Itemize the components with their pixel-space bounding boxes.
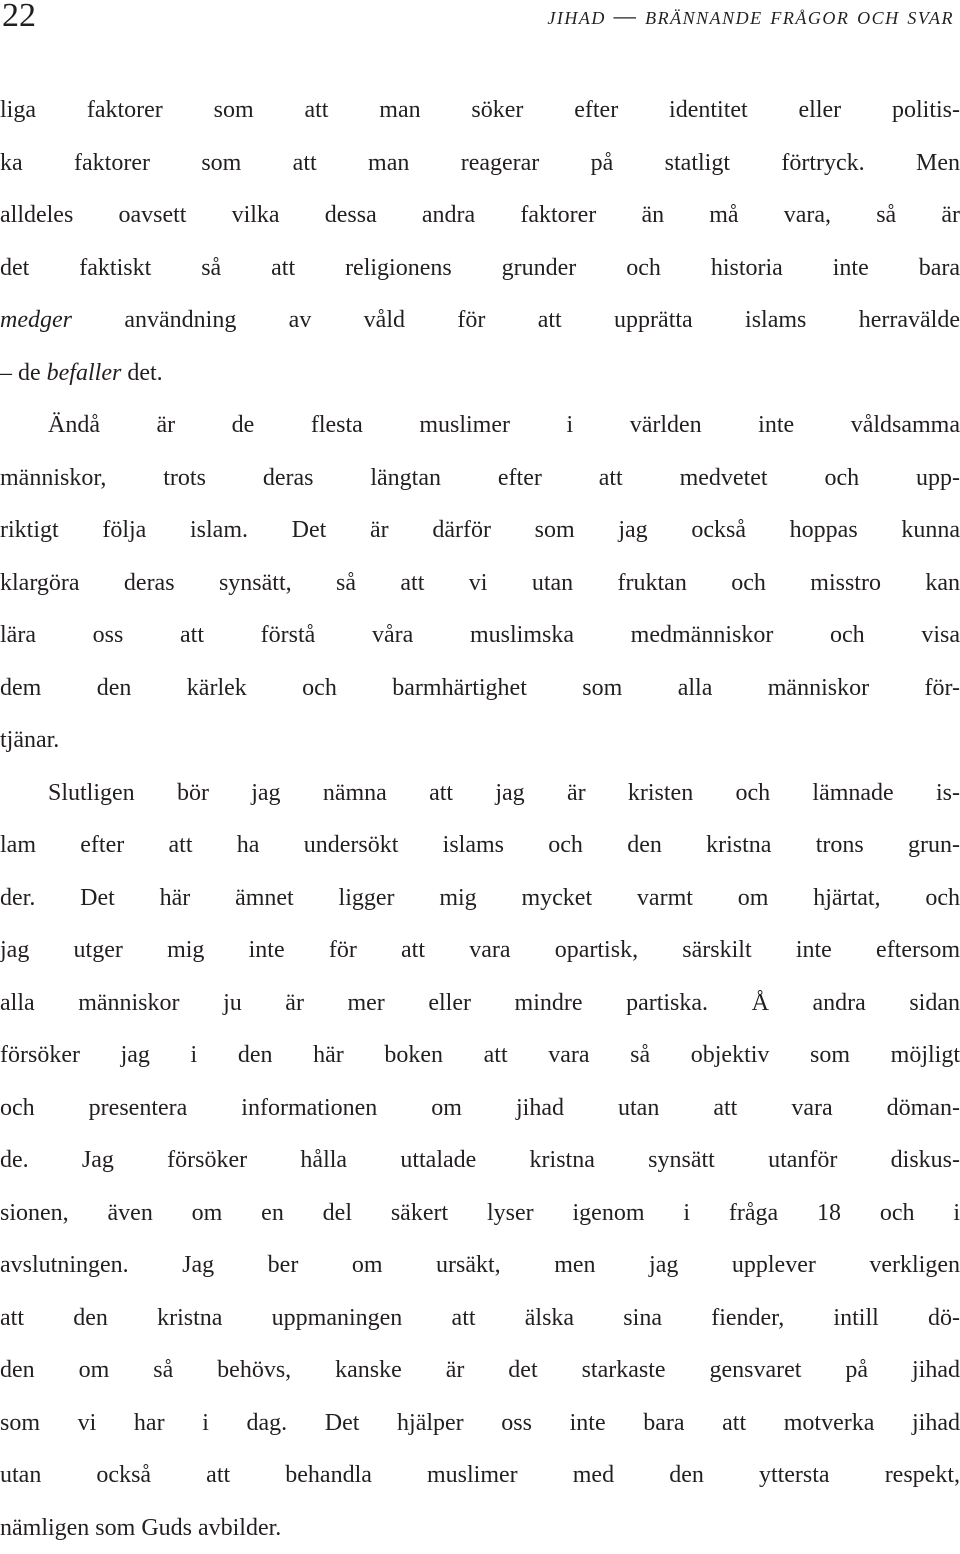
text-line: lam efter att ha undersökt islams och den kristna trons grun- xyxy=(0,819,960,872)
text-line: alla människor ju är mer eller mindre partiska. Å andra sidan xyxy=(0,977,960,1030)
running-header xyxy=(0,0,960,36)
text-line: jag utger mig inte för att vara opartisk, särskilt inte eftersom xyxy=(0,924,960,977)
line-text: användning av våld för att upprätta islams herravälde xyxy=(72,307,960,333)
text-line xyxy=(0,294,960,347)
text-line: alldeles oavsett vilka dessa andra faktorer än må vara, så är xyxy=(0,189,960,242)
text-line: klargöra deras synsätt, så att vi utan fruktan och misstro kan xyxy=(0,557,960,610)
body-text xyxy=(0,84,960,1554)
text-line: riktigt följa islam. Det är därför som jag också hoppas kunna xyxy=(0,504,960,557)
running-title: jihad — brännande frågor och svar xyxy=(547,2,954,32)
text-line xyxy=(0,347,960,400)
text-line: avslutningen. Jag ber om ursäkt, men jag upplever verkligen xyxy=(0,1239,960,1292)
text-line: människor, trots deras längtan efter att medvetet och upp- xyxy=(0,452,960,505)
text-line: försöker jag i den här boken att vara så objektiv som möjligt xyxy=(0,1029,960,1082)
text-line: de. Jag försöker hålla uttalade kristna synsätt utanför diskus- xyxy=(0,1134,960,1187)
italic-word: medger xyxy=(0,307,72,333)
paragraph-first-line: Slutligen bör jag nämna att jag är kristen och lämnade is- xyxy=(0,767,960,820)
text-line: utan också att behandla muslimer med den yttersta respekt, xyxy=(0,1449,960,1502)
text-line: ka faktorer som att man reagerar på statligt förtryck. Men xyxy=(0,137,960,190)
text-line: dem den kärlek och barmhärtighet som alla människor för- xyxy=(0,662,960,715)
text-line: att den kristna uppmaningen att älska sina fiender, intill dö- xyxy=(0,1292,960,1345)
text-line: tjänar. xyxy=(0,714,960,767)
page-number: 22 xyxy=(2,0,36,34)
text-line: det faktiskt så att religionens grunder och historia inte bara xyxy=(0,242,960,295)
text-line: nämligen som Guds avbilder. xyxy=(0,1502,960,1554)
text-line: den om så behövs, kanske är det starkaste gensvaret på jihad xyxy=(0,1344,960,1397)
text-line: som vi har i dag. Det hjälper oss inte bara att motverka jihad xyxy=(0,1397,960,1450)
text-line: der. Det här ämnet ligger mig mycket varmt om hjärtat, och xyxy=(0,872,960,925)
paragraph-first-line: Ändå är de flesta muslimer i världen inte våldsamma xyxy=(0,399,960,452)
text-line: lära oss att förstå våra muslimska medmänniskor och visa xyxy=(0,609,960,662)
text-line: liga faktorer som att man söker efter identitet eller politis- xyxy=(0,84,960,137)
line-text: det. xyxy=(121,360,162,386)
line-text: – de xyxy=(0,360,47,386)
italic-word: befaller xyxy=(47,360,122,386)
text-line: sionen, även om en del säkert lyser igenom i fråga 18 och i xyxy=(0,1187,960,1240)
text-line: och presentera informationen om jihad utan att vara döman- xyxy=(0,1082,960,1135)
